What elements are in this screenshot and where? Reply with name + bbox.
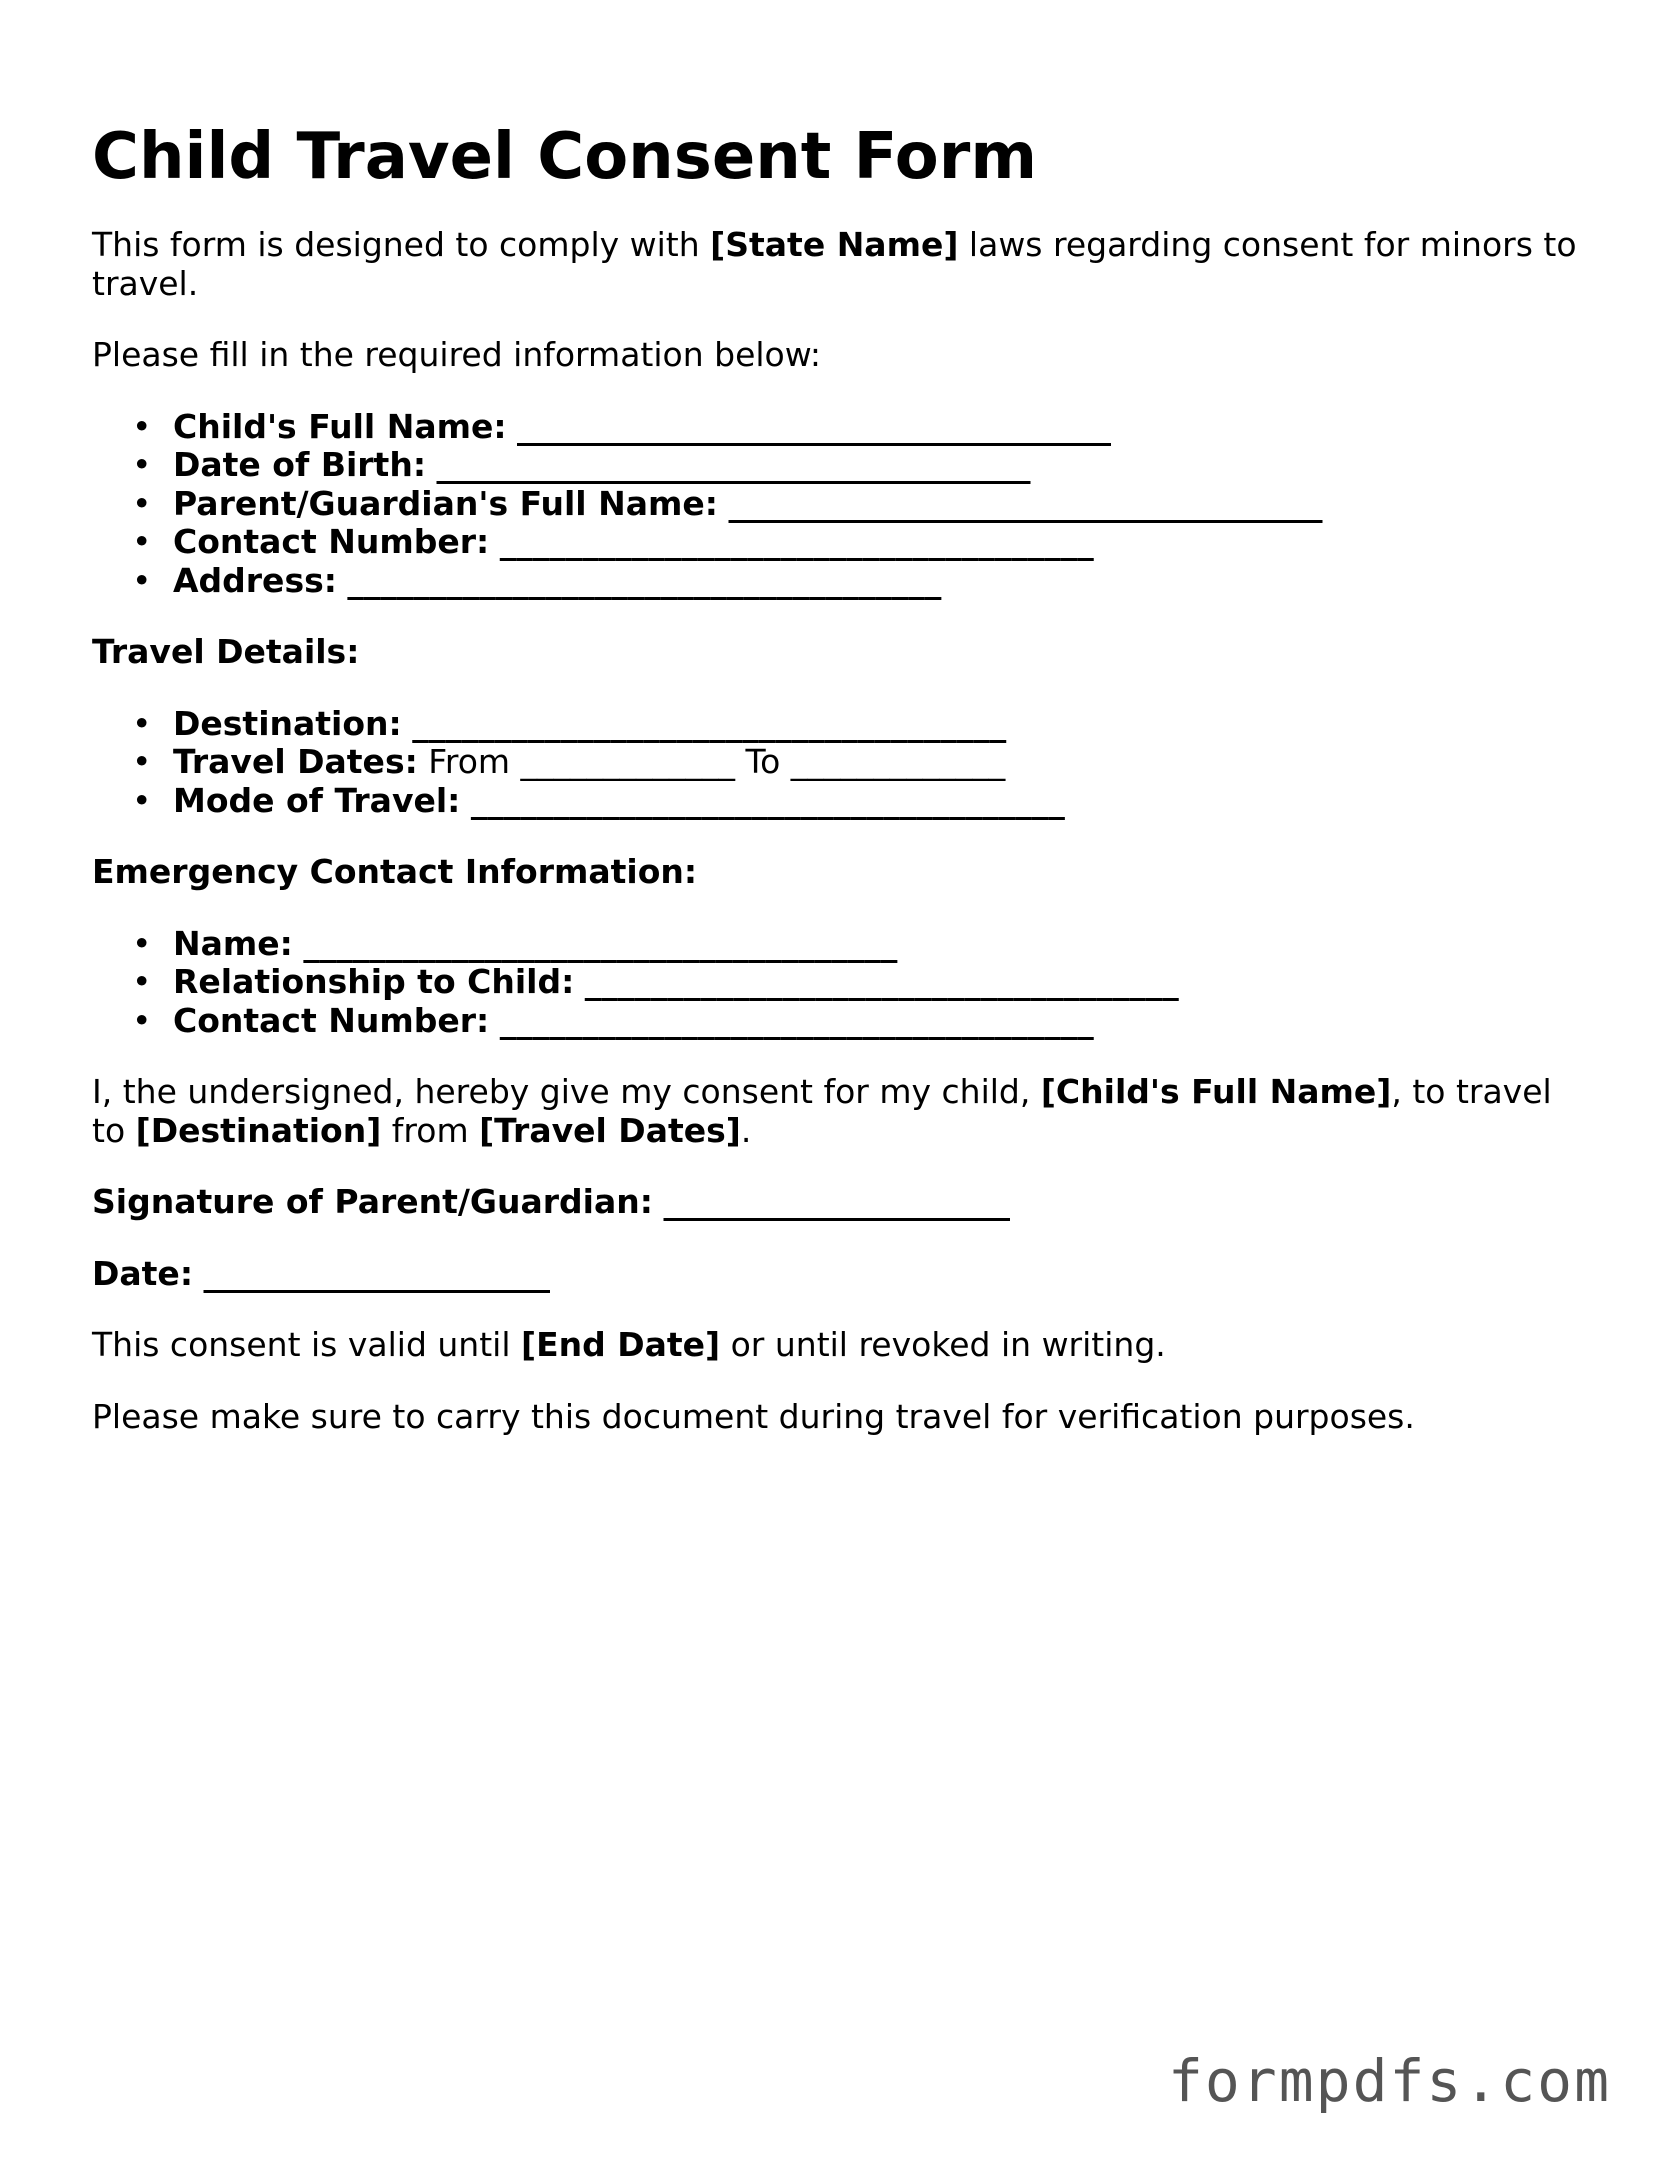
signature-label: Signature of Parent/Guardian:	[92, 1182, 653, 1221]
bullet-icon: •	[132, 1000, 152, 1040]
contact-number-field[interactable]: ____________________________________	[499, 522, 1094, 561]
validity-statement	[92, 1326, 1582, 1365]
bullet-icon: •	[132, 923, 152, 963]
list-item	[92, 705, 1582, 744]
bullet-icon: •	[132, 742, 152, 781]
list-item	[92, 446, 1582, 485]
emergency-contact-heading: Emergency Contact Information:	[92, 852, 698, 891]
list-item	[92, 485, 1582, 524]
field-label: Mode of Travel:	[173, 780, 461, 820]
list-item	[92, 408, 1582, 447]
field-label: Name:	[173, 923, 293, 963]
personal-info-list	[92, 408, 1582, 601]
bullet-icon: •	[132, 522, 152, 561]
emergency-contact-list	[92, 925, 1582, 1041]
date-label: Date:	[92, 1253, 194, 1293]
list-item	[92, 1002, 1582, 1041]
field-label: Address:	[173, 560, 337, 600]
travel-details-list	[92, 705, 1582, 821]
guardian-name-field[interactable]: ____________________________________	[728, 483, 1323, 523]
field-label: Date of Birth:	[173, 445, 427, 484]
signature-line	[92, 1183, 1582, 1222]
relationship-field[interactable]: ____________________________________	[584, 962, 1179, 1001]
emergency-contact-number-field[interactable]: ____________________________________	[499, 1000, 1094, 1040]
destination-placeholder: [Destination]	[135, 1110, 382, 1150]
destination-field[interactable]: ____________________________________	[412, 703, 1007, 743]
list-item	[92, 925, 1582, 964]
travel-from-field[interactable]: _____________	[520, 742, 736, 781]
address-field[interactable]: ____________________________________	[347, 560, 942, 600]
field-label: Travel Dates:	[173, 742, 418, 781]
bullet-icon: •	[132, 703, 152, 743]
list-item	[92, 562, 1582, 601]
bullet-icon: •	[132, 483, 152, 523]
to-label: To	[745, 742, 781, 781]
travel-dates-placeholder: [Travel Dates]	[479, 1110, 741, 1150]
consent-text: from	[381, 1110, 480, 1150]
list-item	[92, 523, 1582, 562]
child-name-field[interactable]: ____________________________________	[517, 406, 1112, 446]
list-item	[92, 782, 1582, 821]
intro-text-before: This form is designed to comply with	[92, 225, 711, 264]
date-field[interactable]: _____________________	[203, 1253, 551, 1293]
instruction-text: Please fill in the required information below:	[92, 335, 822, 374]
intro-text-after: laws regarding consent for minors to travel.	[92, 225, 1577, 303]
bullet-icon: •	[132, 560, 152, 600]
field-label: Relationship to Child:	[173, 962, 575, 1001]
bullet-icon: •	[132, 445, 152, 484]
consent-statement	[92, 1073, 1582, 1150]
field-label: Child's Full Name:	[173, 406, 507, 446]
state-name-placeholder: [State Name]	[710, 225, 959, 264]
field-label: Contact Number:	[173, 522, 490, 561]
page-title: Child Travel Consent Form	[92, 120, 1037, 194]
list-item	[92, 743, 1582, 782]
child-name-placeholder: [Child's Full Name]	[1040, 1072, 1392, 1111]
emergency-name-field[interactable]: ____________________________________	[303, 923, 898, 963]
travel-details-heading: Travel Details:	[92, 632, 360, 671]
bullet-icon: •	[132, 780, 152, 820]
document-page	[92, 112, 1582, 1469]
consent-text: I, the undersigned, hereby give my consent for my child,	[92, 1072, 1041, 1111]
end-date-placeholder: [End Date]	[520, 1325, 721, 1364]
field-label: Parent/Guardian's Full Name:	[173, 483, 718, 523]
signature-field[interactable]: _____________________	[663, 1182, 1010, 1221]
travel-to-field[interactable]: _____________	[790, 742, 1006, 781]
field-label: Destination:	[173, 703, 402, 743]
validity-text-before: This consent is valid until	[92, 1325, 521, 1364]
from-label: From	[428, 742, 511, 781]
list-item	[92, 963, 1582, 1002]
intro-paragraph	[92, 226, 1582, 303]
validity-text-after: or until revoked in writing.	[720, 1325, 1166, 1364]
date-line	[92, 1255, 1582, 1294]
bullet-icon: •	[132, 406, 152, 446]
date-of-birth-field[interactable]: ____________________________________	[436, 445, 1031, 484]
bullet-icon: •	[132, 962, 152, 1001]
watermark: formpdfs.com	[1167, 2047, 1611, 2115]
field-label: Contact Number:	[173, 1000, 490, 1040]
consent-text: , to travel to	[92, 1072, 1552, 1150]
reminder-text: Please make sure to carry this document during travel for verification purposes.	[92, 1396, 1415, 1436]
mode-of-travel-field[interactable]: ____________________________________	[470, 780, 1065, 820]
consent-text: .	[740, 1110, 752, 1150]
